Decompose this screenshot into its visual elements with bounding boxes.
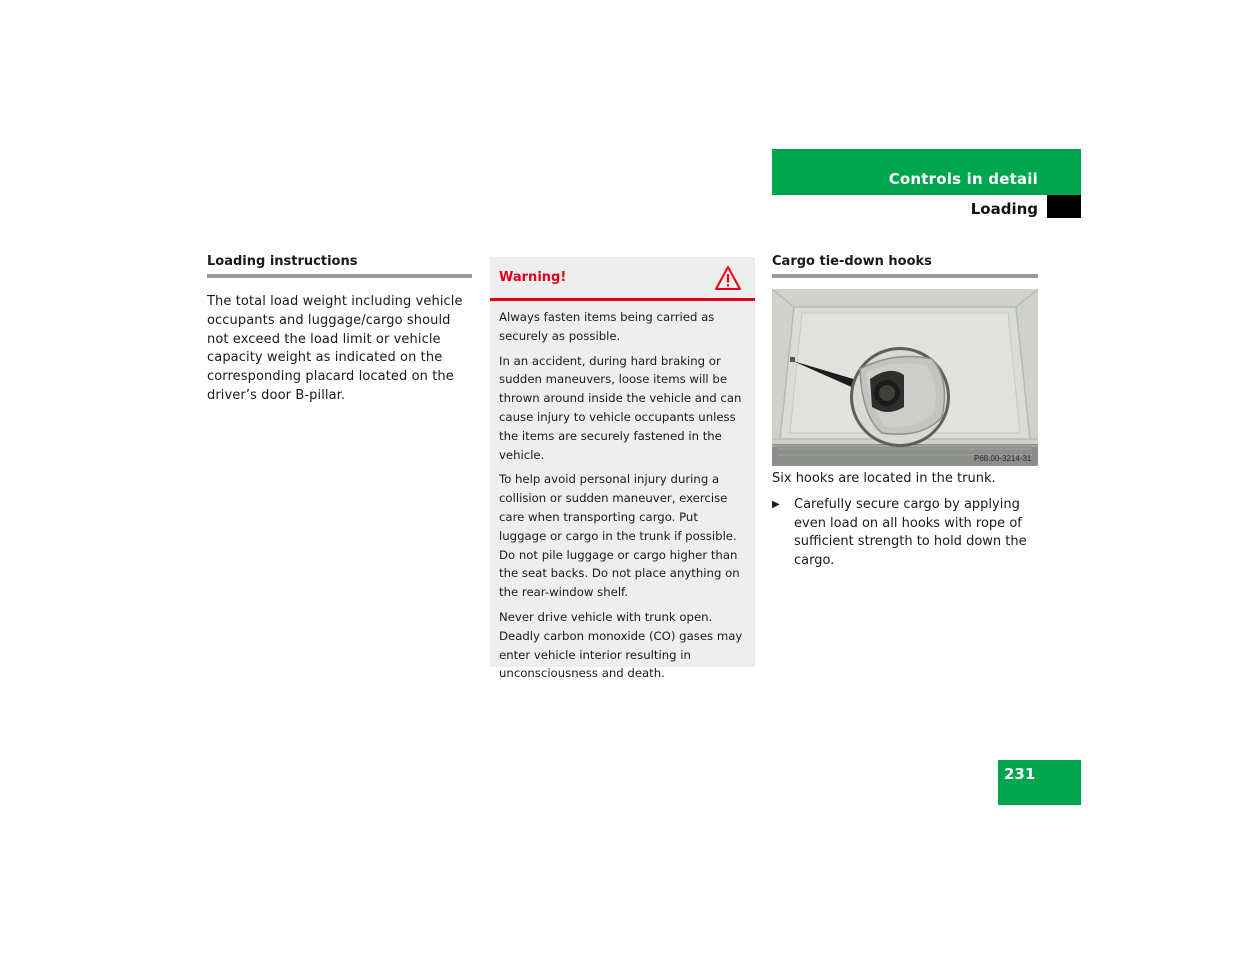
chapter-title: Controls in detail — [888, 170, 1038, 188]
warning-body — [490, 301, 755, 683]
warning-paragraph: Never drive vehicle with trunk open. Deadly carbon monoxide (CO) gases may enter vehicle interior resulting in unconsciousness and death. — [499, 609, 743, 681]
cargo-hooks-heading: Cargo tie-down hooks — [772, 254, 1038, 278]
warning-title: Warning! — [499, 270, 567, 285]
bullet-arrow-icon: ▶ — [772, 498, 780, 510]
chapter-header-bar — [772, 149, 1081, 195]
trunk-hook-photo — [772, 289, 1038, 466]
warning-header — [490, 257, 755, 301]
image-code: P68.00-3214-31 — [974, 454, 1032, 463]
section-marker — [1047, 195, 1081, 218]
instruction-text: Carefully secure cargo by applying even load on all hooks with rope of sufficient strength to hold down the cargo. — [794, 496, 1027, 569]
warning-triangle-icon — [714, 265, 742, 291]
warning-paragraph: To help avoid personal injury during a collision or sudden maneuver, exercise care when transporting cargo. Put luggage or cargo in the trunk if possible. Do not pile luggage or cargo higher than the seat backs. Do not place anything on the rear-window shelf. — [499, 472, 740, 600]
cargo-hooks-column — [772, 252, 1038, 571]
page-number: 231 — [1004, 765, 1036, 783]
loading-instructions-text: The total load weight including vehicle occupants and luggage/cargo should not exceed the load limit or vehicle capacity weight as indicated on the corresponding placard located on the driver’s door B-pillar. — [207, 294, 463, 403]
instruction-item — [772, 496, 1038, 571]
warning-paragraph: In an accident, during hard braking or sudden maneuvers, loose items will be thrown around inside the vehicle and can cause injury to vehicle occupants unless the items are securely fastened in the vehicle. — [499, 353, 742, 462]
warning-box — [490, 257, 755, 681]
warning-paragraph: Always fasten items being carried as securely as possible. — [499, 310, 715, 343]
photo-caption: Six hooks are located in the trunk. — [772, 471, 996, 486]
loading-instructions-heading: Loading instructions — [207, 254, 472, 278]
loading-instructions-column — [207, 252, 472, 406]
section-title: Loading — [970, 200, 1038, 218]
page-number-box — [998, 760, 1081, 805]
